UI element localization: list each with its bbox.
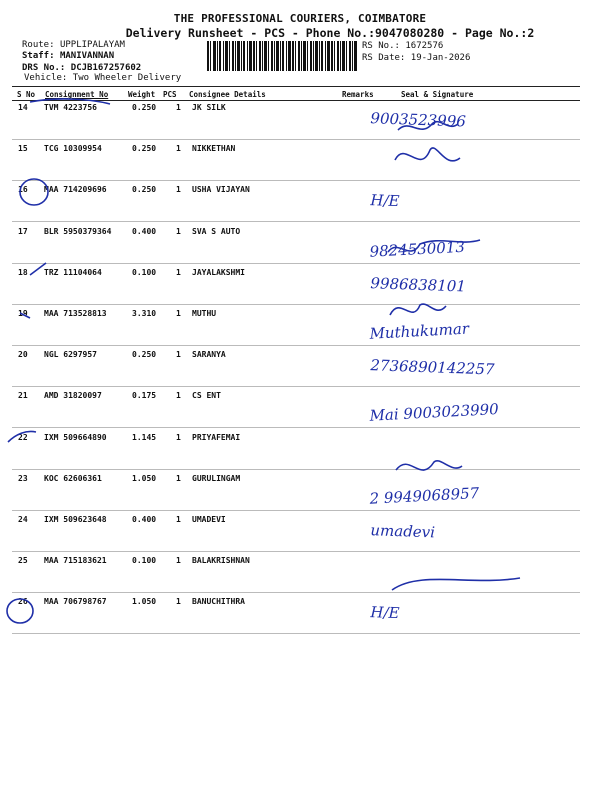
route-label: Route: [22,40,55,50]
cell-pcs: 1 [176,226,181,236]
cell-sno: 18 [18,267,28,277]
drs-label: DRS No.: [22,63,66,73]
staff-line [22,51,114,61]
cell-sno: 14 [18,103,28,112]
cell-sno: 17 [18,226,28,236]
cell-pcs: 1 [176,473,181,483]
scribble-mark [392,578,520,590]
cell-consignee: SVA S AUTO [192,226,241,236]
drs-line [22,63,141,73]
cell-weight: 0.100 [132,267,157,277]
cell-consignee: SARANYA [192,350,226,360]
cell-sno: 19 [18,309,28,318]
cell-pcs: 1 [176,185,181,195]
cell-consignee: BANUCHITHRA [192,597,245,607]
drs-value: DCJB167257602 [70,63,142,73]
cell-weight: 0.400 [132,226,157,236]
cell-sno: 21 [18,391,28,401]
row-separator [12,469,580,470]
cell-sno: 15 [18,144,28,154]
staff-value: MANIVANNAN [59,51,115,61]
cell-consignment: MAA 714209696 [44,185,107,195]
cell-consignment: NGL 6297957 [44,350,97,360]
col-seal: Seal & Signature [401,90,474,99]
cell-pcs: 1 [176,350,181,360]
handwritten-signature: H/E [370,603,400,623]
cell-weight: 0.400 [132,515,157,524]
cell-consignee: NIKKETHAN [192,144,236,154]
cell-consignment: IXM 509664890 [44,432,107,442]
cell-consignment: MAA 715183621 [44,556,107,566]
handwritten-signature: 9986838101 [370,273,467,296]
cell-consignee: GURULINGAM [192,473,241,483]
cell-pcs: 1 [176,267,181,277]
cell-consignment: TCG 10309954 [44,144,102,154]
cell-weight: 0.100 [132,556,157,566]
route-value: UPPLIPALAYAM [59,40,125,50]
cell-consignee: UMADEVI [192,515,226,524]
col-weight: Weight [128,90,156,99]
row-separator [12,592,580,593]
cell-consignee: PRIYAFEMAI [192,432,241,442]
col-sno: S No [17,90,36,99]
header-top-rule [12,86,580,87]
cell-consignment: KOC 62606361 [44,473,102,483]
cell-pcs: 1 [176,597,181,607]
handwritten-signature: 9003523996 [370,109,467,131]
handwritten-signature: 2 9949068957 [369,483,480,508]
cell-weight: 3.310 [132,309,157,318]
col-consignment: Consignment No [45,90,109,99]
cell-sno: 20 [18,350,28,360]
cell-consignment: AMD 31820097 [44,391,102,401]
handwritten-signature: H/E [370,191,400,211]
cell-consignee: MUTHU [192,309,217,318]
cell-consignee: USHA VIJAYAN [192,185,250,195]
cell-pcs: 1 [176,103,181,112]
cell-consignment: BLR 5950379364 [44,226,112,236]
cell-weight: 0.250 [132,350,157,360]
vehicle-value: Two Wheeler Delivery [72,73,182,83]
cell-pcs: 1 [176,391,181,401]
cell-weight: 1.050 [132,473,157,483]
rs-date-label: RS Date: [362,53,406,63]
cell-pcs: 1 [176,556,181,566]
cell-consignee: BALAKRISHNAN [192,556,250,566]
col-pcs: PCS [163,90,177,99]
rs-no-value: 1672576 [405,41,444,51]
cell-consignment: IXM 509623648 [44,515,107,524]
vehicle-label: Vehicle: [24,73,68,83]
cell-pcs: 1 [176,515,181,524]
cell-consignment: TRZ 11104064 [44,267,102,277]
handwritten-signature: 2736890142257 [370,356,495,379]
header-bottom-rule [12,100,580,101]
cell-weight: 0.250 [132,185,157,195]
cell-pcs: 1 [176,432,181,442]
cell-consignment: MAA 706798767 [44,597,107,607]
handwritten-signature: Muthukumar [369,319,470,343]
cell-weight: 1.145 [132,432,157,442]
cell-pcs: 1 [176,309,181,318]
cell-weight: 1.050 [132,597,157,607]
cell-sno: 22 [18,432,28,442]
cell-weight: 0.250 [132,144,157,154]
cell-consignment: TVM 4223756 [44,103,97,112]
company-title: THE PROFESSIONAL COURIERS, COIMBATORE [173,12,427,25]
cell-pcs: 1 [176,144,181,154]
cell-consignee: JK SILK [192,103,226,112]
staff-label: Staff: [22,51,55,61]
cell-sno: 23 [18,473,28,483]
col-remarks: Remarks [342,90,374,99]
cell-sno: 26 [18,597,28,607]
handwritten-signature: 9824530013 [369,237,466,261]
barcode-image [207,41,357,71]
vehicle-line [24,73,181,83]
handwritten-signature: Mai 9003023990 [369,400,500,426]
cell-consignee: CS ENT [192,391,221,401]
cell-consignment: MAA 713528813 [44,309,107,318]
cell-sno: 24 [18,515,28,524]
cell-weight: 0.250 [132,103,157,112]
route-line [22,40,125,50]
row-separator [12,180,580,181]
cell-consignee: JAYALAKSHMI [192,267,245,277]
handwritten-signature: umadevi [370,521,436,542]
col-consignee: Consignee Details [189,90,266,99]
cell-sno: 16 [18,185,28,195]
rs-no-label: RS No.: [362,41,400,51]
cell-sno: 25 [18,556,28,566]
rs-date-value: 19-Jan-2026 [410,53,471,63]
cell-weight: 0.175 [132,391,157,401]
rs-date-line [362,53,470,63]
runsheet-title: Delivery Runsheet - PCS - Phone No.:9047080280 - Page No.:2 [125,26,535,40]
rs-no-line [362,41,443,51]
